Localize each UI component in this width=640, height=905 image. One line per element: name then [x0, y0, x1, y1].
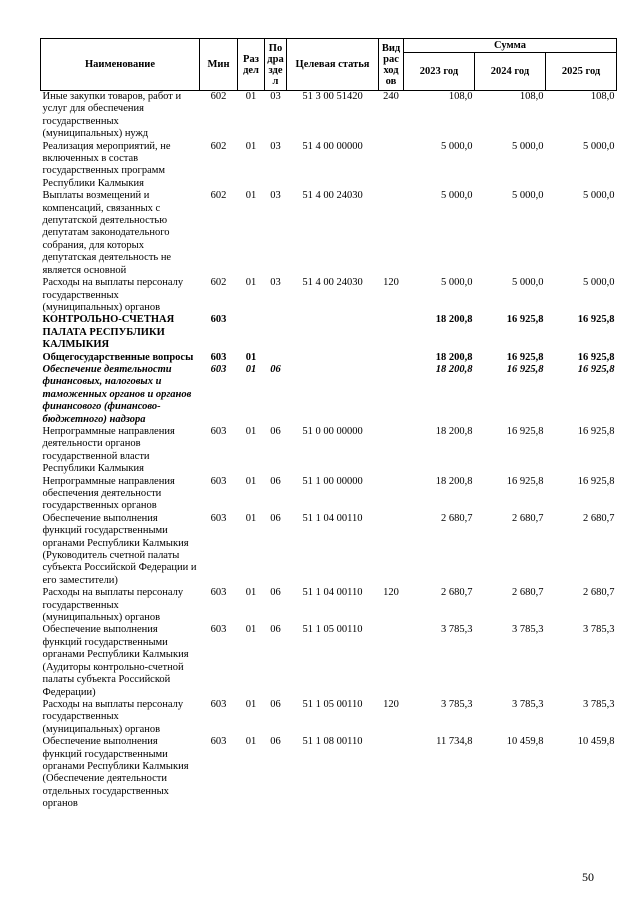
row-name: Обеспечение выполнения функций государственными органами Республики Калмыкия (Обеспечение деятельности отдельных государственных органов — [42, 736, 189, 810]
row-sum-2023: 18 200,8 — [435, 363, 473, 375]
page-number: 50 — [582, 870, 594, 884]
row-vid — [379, 513, 404, 587]
row-sum-2024: 2 680,7 — [512, 587, 544, 599]
row-podrazdel: 06 — [270, 425, 281, 437]
row-target: 51 0 00 00000 — [302, 425, 363, 437]
row-sum-2025: 16 925,8 — [577, 475, 615, 487]
row-sum-2025: 3 785,3 — [583, 698, 615, 710]
row-sum-2023: 18 200,8 — [435, 425, 473, 437]
table-row — [41, 476, 617, 513]
table-header — [41, 39, 617, 91]
table-row — [41, 699, 617, 736]
table-row — [41, 190, 617, 277]
row-sum-2023: 11 734,8 — [436, 736, 473, 748]
row-name: Общегосударственные вопросы — [42, 351, 194, 363]
header-target: Целевая статья — [287, 39, 379, 91]
row-razdel: 01 — [245, 587, 257, 599]
row-sum-2024: 16 925,8 — [506, 314, 544, 326]
row-sum-2023: 5 000,0 — [441, 277, 473, 289]
table-row — [41, 91, 617, 141]
row-sum-2024: 16 925,8 — [506, 475, 544, 487]
row-min: 602 — [210, 277, 227, 289]
row-sum-2025: 3 785,3 — [583, 624, 615, 636]
row-target: 51 4 00 00000 — [302, 140, 363, 152]
row-podrazdel — [265, 352, 287, 364]
row-min: 603 — [210, 475, 227, 487]
row-vid: 240 — [383, 91, 399, 102]
row-name: Непрограммные направления деятельности органов государственной власти Республики Калмыкия — [42, 425, 175, 475]
row-name: Иные закупки товаров, работ и услуг для обеспечения государственных (муниципальных) нужд — [42, 91, 182, 140]
row-sum-2025: 16 925,8 — [577, 314, 615, 326]
header-name: Наименование — [41, 39, 200, 91]
row-name: Выплаты возмещений и компенсаций, связанных с депутатской деятельностью депутатам законодательного собрания, для которых депутатская деятельность не является основной — [42, 190, 172, 276]
row-min: 603 — [210, 425, 227, 437]
row-podrazdel: 06 — [270, 624, 281, 636]
row-target: 51 1 05 00110 — [302, 698, 363, 710]
row-target — [287, 314, 379, 351]
row-sum-2025: 5 000,0 — [583, 190, 615, 202]
row-podrazdel: 03 — [270, 140, 281, 152]
row-razdel: 01 — [245, 475, 257, 487]
table-row — [41, 364, 617, 426]
row-target: 51 1 05 00110 — [302, 624, 363, 636]
row-podrazdel: 03 — [270, 91, 281, 102]
row-sum-2024: 5 000,0 — [512, 277, 544, 289]
row-vid: 120 — [383, 698, 399, 710]
row-sum-2025: 16 925,8 — [577, 425, 615, 437]
row-target: 51 1 04 00110 — [302, 587, 363, 599]
row-podrazdel: 06 — [270, 736, 281, 748]
row-target: 51 3 00 51420 — [302, 91, 363, 102]
row-min: 603 — [210, 624, 227, 636]
row-name: Непрограммные направления обеспечения деятельности государственных органов — [42, 475, 175, 512]
row-min: 602 — [210, 190, 227, 202]
row-vid — [379, 190, 404, 277]
row-min: 603 — [210, 512, 227, 524]
row-sum-2023: 108,0 — [448, 91, 473, 102]
row-razdel: 01 — [245, 277, 257, 289]
row-sum-2025: 16 925,8 — [577, 363, 615, 375]
row-sum-2025: 16 925,8 — [577, 351, 615, 363]
table-row — [41, 352, 617, 364]
row-sum-2023: 18 200,8 — [435, 475, 473, 487]
row-podrazdel: 06 — [270, 475, 281, 487]
row-razdel — [238, 314, 265, 351]
row-name: Расходы на выплаты персоналу государственных (муниципальных) органов — [42, 277, 184, 313]
row-min: 603 — [210, 314, 227, 326]
row-min: 602 — [210, 140, 227, 152]
row-sum-2024: 3 785,3 — [512, 624, 544, 636]
row-target — [287, 364, 379, 426]
row-vid: 120 — [383, 277, 399, 289]
table-row — [41, 277, 617, 314]
row-sum-2024: 3 785,3 — [512, 698, 544, 710]
header-sum: Сумма — [404, 39, 617, 53]
header-2023: 2023 год — [404, 53, 475, 91]
row-sum-2024: 5 000,0 — [512, 140, 544, 152]
row-target — [287, 352, 379, 364]
row-razdel: 01 — [245, 351, 257, 363]
row-vid — [379, 426, 404, 476]
row-name: КОНТРОЛЬНО-СЧЕТНАЯ ПАЛАТА РЕСПУБЛИКИ КАЛМЫКИЯ — [42, 314, 175, 351]
header-podrazdel: По дра зде л — [265, 39, 287, 91]
row-sum-2025: 108,0 — [590, 91, 615, 102]
row-sum-2023: 2 680,7 — [441, 512, 473, 524]
row-razdel: 01 — [245, 363, 257, 375]
row-name: Расходы на выплаты персоналу государственных (муниципальных) органов — [42, 587, 184, 624]
row-sum-2023: 18 200,8 — [435, 351, 473, 363]
table-body — [41, 91, 617, 811]
row-target: 51 1 00 00000 — [302, 475, 363, 487]
header-min: Мин — [200, 39, 238, 91]
table-row — [41, 314, 617, 351]
row-name: Обеспечение деятельности финансовых, налоговых и таможенных органов и органов финансового (финансово-бюджетного) надзора — [42, 363, 192, 425]
header-vid: Вид рас ход ов — [379, 39, 404, 91]
row-razdel: 01 — [245, 624, 257, 636]
header-razdel: Раз дел — [238, 39, 265, 91]
table-row — [41, 141, 617, 191]
row-sum-2024: 16 925,8 — [506, 351, 544, 363]
table-row — [41, 624, 617, 698]
row-sum-2025: 2 680,7 — [583, 512, 615, 524]
row-vid — [379, 736, 404, 810]
row-razdel: 01 — [245, 512, 257, 524]
row-podrazdel: 06 — [270, 698, 281, 710]
row-sum-2024: 10 459,8 — [506, 736, 544, 748]
row-razdel: 01 — [245, 190, 257, 202]
row-vid: 120 — [383, 587, 399, 599]
row-sum-2024: 108,0 — [519, 91, 544, 102]
header-2024: 2024 год — [475, 53, 546, 91]
row-sum-2025: 2 680,7 — [583, 587, 615, 599]
row-min: 603 — [210, 587, 227, 599]
row-razdel: 01 — [245, 425, 257, 437]
row-podrazdel: 06 — [270, 587, 281, 599]
row-podrazdel — [265, 314, 287, 351]
row-sum-2023: 5 000,0 — [441, 140, 473, 152]
row-sum-2025: 5 000,0 — [583, 140, 615, 152]
table-row — [41, 513, 617, 587]
table-row — [41, 587, 617, 624]
row-sum-2023: 18 200,8 — [435, 314, 473, 326]
row-min: 603 — [210, 736, 227, 748]
header-2025: 2025 год — [546, 53, 617, 91]
row-podrazdel: 06 — [270, 512, 281, 524]
row-target: 51 1 04 00110 — [302, 512, 363, 524]
row-target: 51 4 00 24030 — [302, 190, 363, 202]
row-min: 603 — [210, 351, 227, 363]
row-razdel: 01 — [245, 736, 257, 748]
row-name: Обеспечение выполнения функций государственными органами Республики Калмыкия (Аудиторы контрольно-счетной палаты субъекта Российской Федерации) — [42, 624, 189, 698]
row-sum-2023: 3 785,3 — [441, 624, 473, 636]
row-podrazdel: 03 — [270, 190, 281, 202]
row-sum-2025: 5 000,0 — [583, 277, 615, 289]
row-sum-2024: 5 000,0 — [512, 190, 544, 202]
row-min: 603 — [210, 698, 227, 710]
row-sum-2025: 10 459,8 — [577, 736, 615, 748]
row-target: 51 4 00 24030 — [302, 277, 363, 289]
row-razdel: 01 — [245, 698, 257, 710]
row-vid — [379, 364, 404, 426]
row-min: 602 — [210, 91, 227, 102]
row-sum-2024: 2 680,7 — [512, 512, 544, 524]
row-sum-2024: 16 925,8 — [506, 363, 544, 375]
row-name: Расходы на выплаты персоналу государственных (муниципальных) органов — [42, 698, 184, 735]
row-razdel: 01 — [245, 91, 257, 102]
row-podrazdel: 06 — [270, 363, 281, 375]
row-name: Реализация мероприятий, не включенных в состав государственных программ Республики Калмыкия — [42, 140, 171, 189]
row-vid — [379, 352, 404, 364]
row-vid — [379, 476, 404, 513]
row-podrazdel: 03 — [270, 277, 281, 289]
row-name: Обеспечение выполнения функций государственными органами Республики Калмыкия (Руководитель счетной палаты субъекта Российской Федерации и его заместители) — [42, 512, 197, 586]
row-vid — [379, 141, 404, 191]
row-vid — [379, 624, 404, 698]
row-target: 51 1 08 00110 — [302, 736, 363, 748]
table-row — [41, 736, 617, 810]
row-min: 603 — [210, 363, 227, 375]
row-razdel: 01 — [245, 140, 257, 152]
row-sum-2023: 3 785,3 — [441, 698, 473, 710]
budget-table — [40, 38, 617, 811]
row-vid — [379, 314, 404, 351]
table-row — [41, 426, 617, 476]
row-sum-2023: 2 680,7 — [441, 587, 473, 599]
row-sum-2023: 5 000,0 — [441, 190, 473, 202]
row-sum-2024: 16 925,8 — [506, 425, 544, 437]
